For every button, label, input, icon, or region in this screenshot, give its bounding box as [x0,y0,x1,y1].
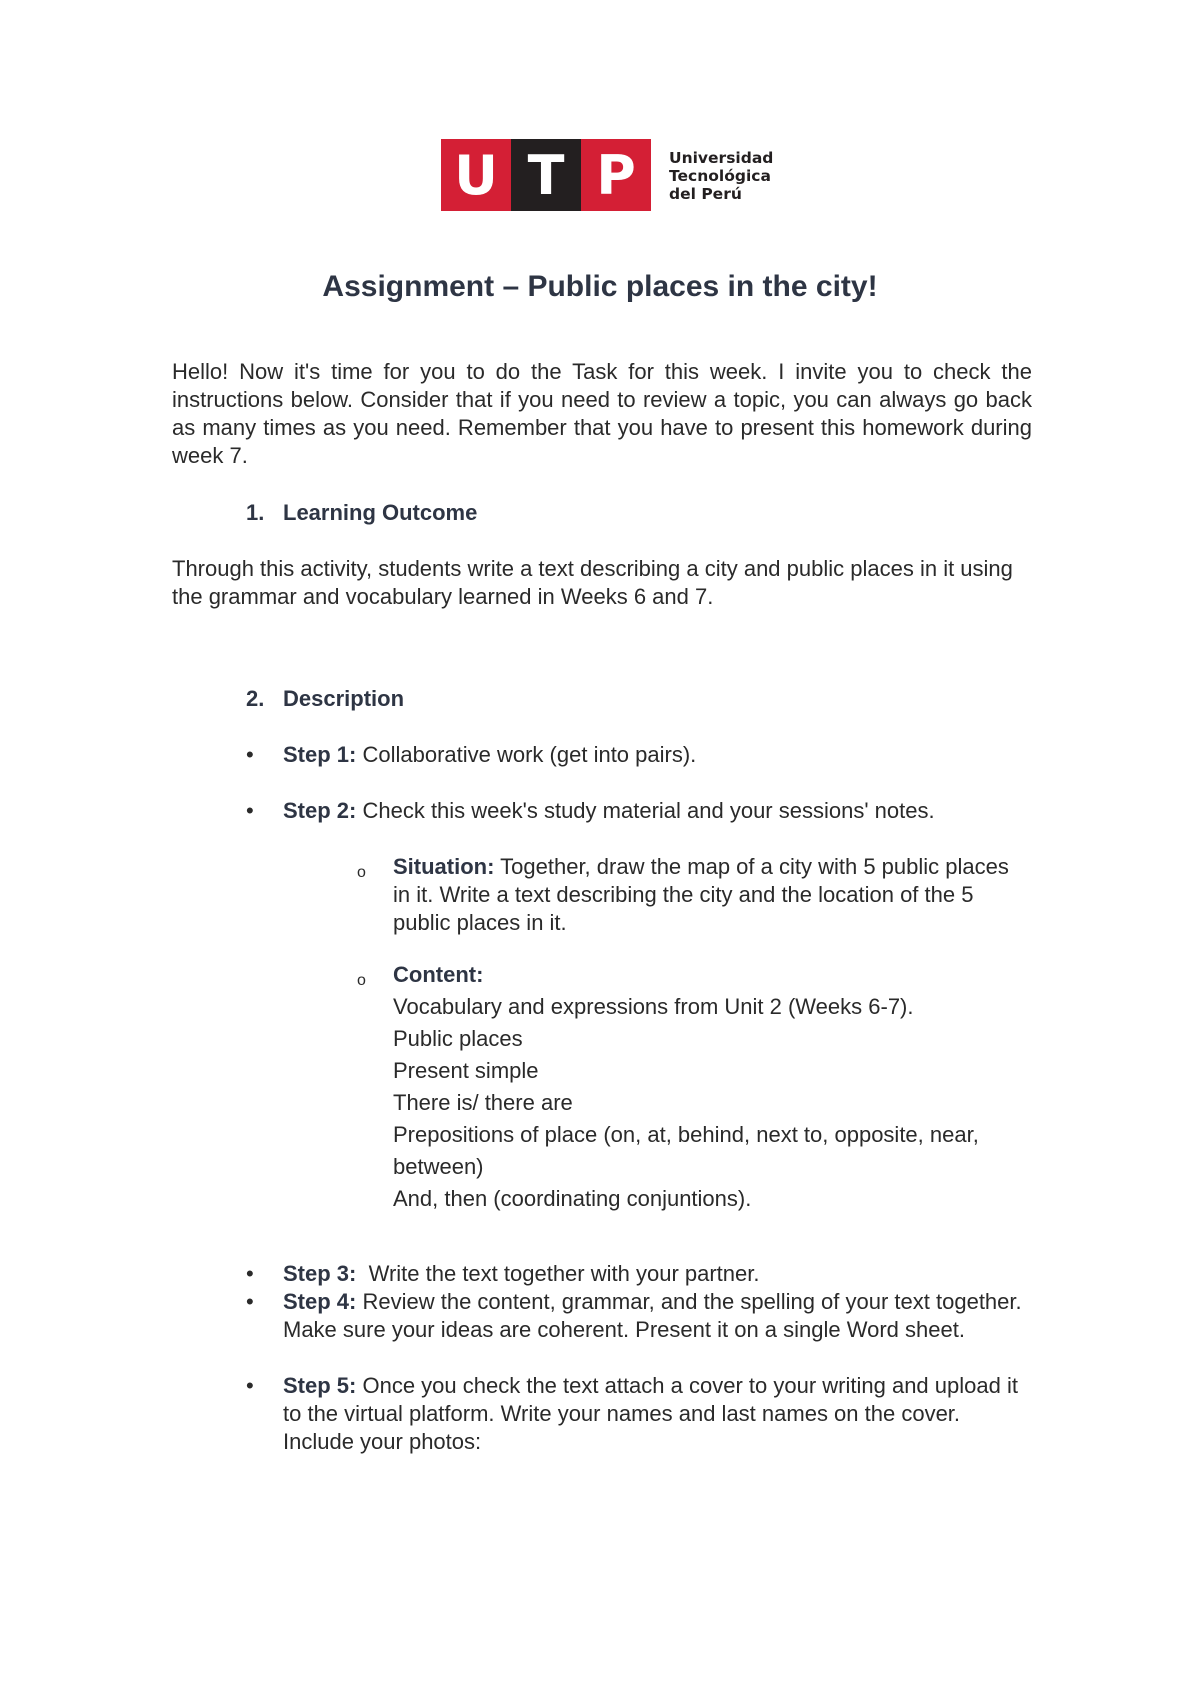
logo-letter-t: T [511,139,581,211]
step-text: Review the content, grammar, and the spelling of your text together. Make sure your ideas are coherent. Present it on a single Word sheet. [283,1289,1022,1342]
list-item-step-5 [246,1372,1026,1456]
section-number: 1. [246,500,265,525]
step-label: Step 4: [283,1289,357,1314]
bullet-icon: • [246,1373,254,1398]
section-number: 2. [246,686,265,711]
learning-outcome-paragraph: Through this activity, students write a text describing a city and public places in it using the grammar and vocabulary learned in Weeks 6 and 7. [172,556,1013,609]
section-heading-description [246,685,404,713]
step-text: Once you check the text attach a cover to your writing and upload it to the virtual platform. Write your names and last names on the cover. Include your photos: [283,1373,1018,1454]
page-title: Assignment – Public places in the city! [322,270,878,303]
content-list [393,991,1013,1215]
section-title: Description [283,686,405,711]
logo-letter-u: U [441,139,511,211]
logo-university-name [669,149,773,203]
logo-name-line1: Universidad [669,149,774,167]
sub-list-item-situation [357,853,1017,937]
list-item-step-2 [246,797,1026,825]
section-title: Learning Outcome [283,500,478,525]
situation-label: Situation: [393,854,495,879]
circle-bullet-icon: o [357,972,366,989]
step-text: Write the text together with your partner. [356,1261,760,1286]
section-heading-learning-outcome [246,499,477,527]
utp-logo [441,139,651,211]
sub-list-item-content [357,961,1017,989]
situation-text: Together, draw the map of a city with 5 public places in it. Write a text describing the city and the location of the 5 public places in it. [393,854,1009,935]
step-label: Step 5: [283,1373,357,1398]
logo-name-line2: Tecnológica [669,167,771,185]
logo-letter-p: P [581,139,651,211]
content-line: Prepositions of place (on, at, behind, next to, opposite, near, between) [393,1122,979,1179]
bullet-icon: • [246,742,254,767]
bullet-icon: • [246,1261,254,1286]
content-line: Vocabulary and expressions from Unit 2 (Weeks 6-7). [393,994,914,1019]
logo-name-line3: del Perú [669,185,742,203]
intro-paragraph: Hello! Now it's time for you to do the Task for this week. I invite you to check the instructions below. Consider that if you need to review a topic, you can always go back as many times as you need. Remember that you have to present this homework during week 7. [172,359,1032,468]
content-line: Public places [393,1026,523,1051]
step-label: Step 2: [283,798,357,823]
bullet-icon: • [246,798,254,823]
circle-bullet-icon: o [357,864,366,881]
content-line: Present simple [393,1058,539,1083]
content-line: There is/ there are [393,1090,573,1115]
step-label: Step 3: [283,1261,357,1286]
step-label: Step 1: [283,742,357,767]
bullet-icon: • [246,1289,254,1314]
content-label: Content: [393,962,484,987]
step-text: Collaborative work (get into pairs). [356,742,697,767]
list-item-step-3 [246,1260,1026,1288]
content-line: And, then (coordinating conjuntions). [393,1186,752,1211]
list-item-step-1 [246,741,1026,769]
step-text: Check this week's study material and your sessions' notes. [356,798,935,823]
list-item-step-4 [246,1288,1026,1344]
